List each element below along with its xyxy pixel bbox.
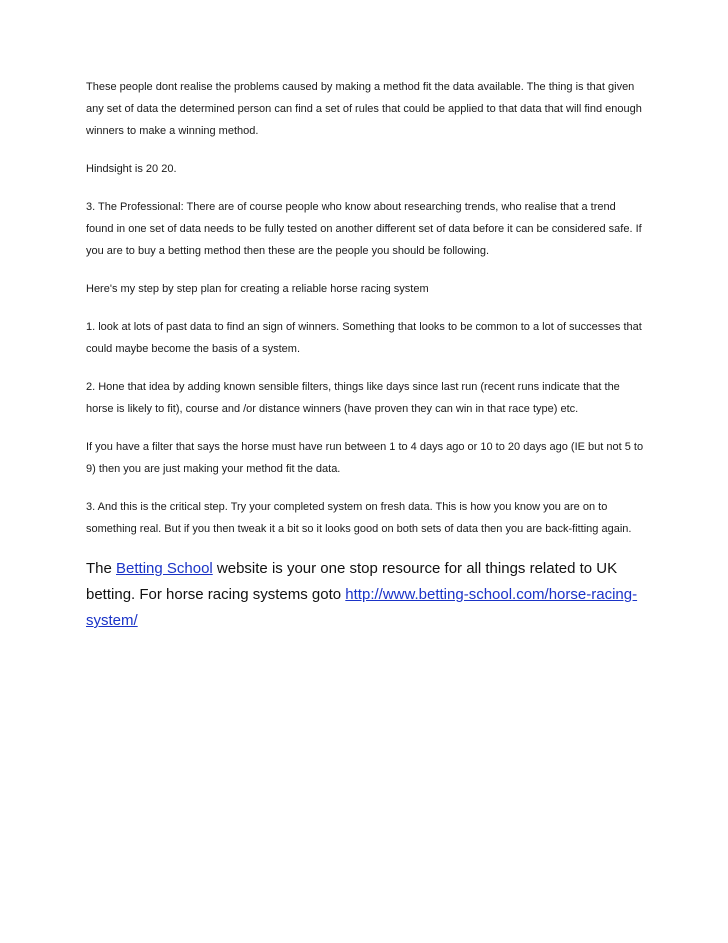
paragraph-overfitting: These people dont realise the problems caused by making a method fit the data available. The thing is that given any set of data the determined person can find a set of rules that could be applied to that data that will find enough winners to make a winning method. [86,81,642,137]
paragraph-plan-intro: Here's my step by step plan for creating a reliable horse racing system [86,283,429,295]
paragraph-hindsight: Hindsight is 20 20. [86,163,177,175]
footer-prefix: The [86,560,117,577]
betting-school-link[interactable]: Betting School [116,560,213,577]
horse-racing-system-link[interactable]: http://www.betting-school.com/horse-racing-system/ [86,586,638,629]
footer-middle: website is your one stop resource for all things related to UK betting. For horse racing systems goto [86,560,618,603]
paragraph-step-2: 2. Hone that idea by adding known sensible filters, things like days since last run (recent runs indicate that the horse is likely to fit), course and /or distance winners (have proven they can win in that race type) etc. [86,381,620,415]
paragraph-step-3: 3. And this is the critical step. Try your completed system on fresh data. This is how you know you are on to something real. But if you then tweak it a bit so it looks good on both sets of data then you are back-fitting again. [86,501,632,535]
document-body [86,76,646,649]
paragraph-step-1: 1. look at lots of past data to find an sign of winners. Something that looks to be common to a lot of successes that could maybe become the basis of a system. [86,321,642,355]
paragraph-professional: 3. The Professional: There are of course people who know about researching trends, who realise that a trend found in one set of data needs to be fully tested on another different set of data before it can be considered safe. If you are to buy a betting method then these are the people you should be following. [86,201,642,257]
paragraph-filter-warning: If you have a filter that says the horse must have run between 1 to 4 days ago or 10 to 20 days ago (IE but not 5 to 9) then you are just making your method fit the data. [86,441,644,475]
footer-resource-text [86,556,646,634]
